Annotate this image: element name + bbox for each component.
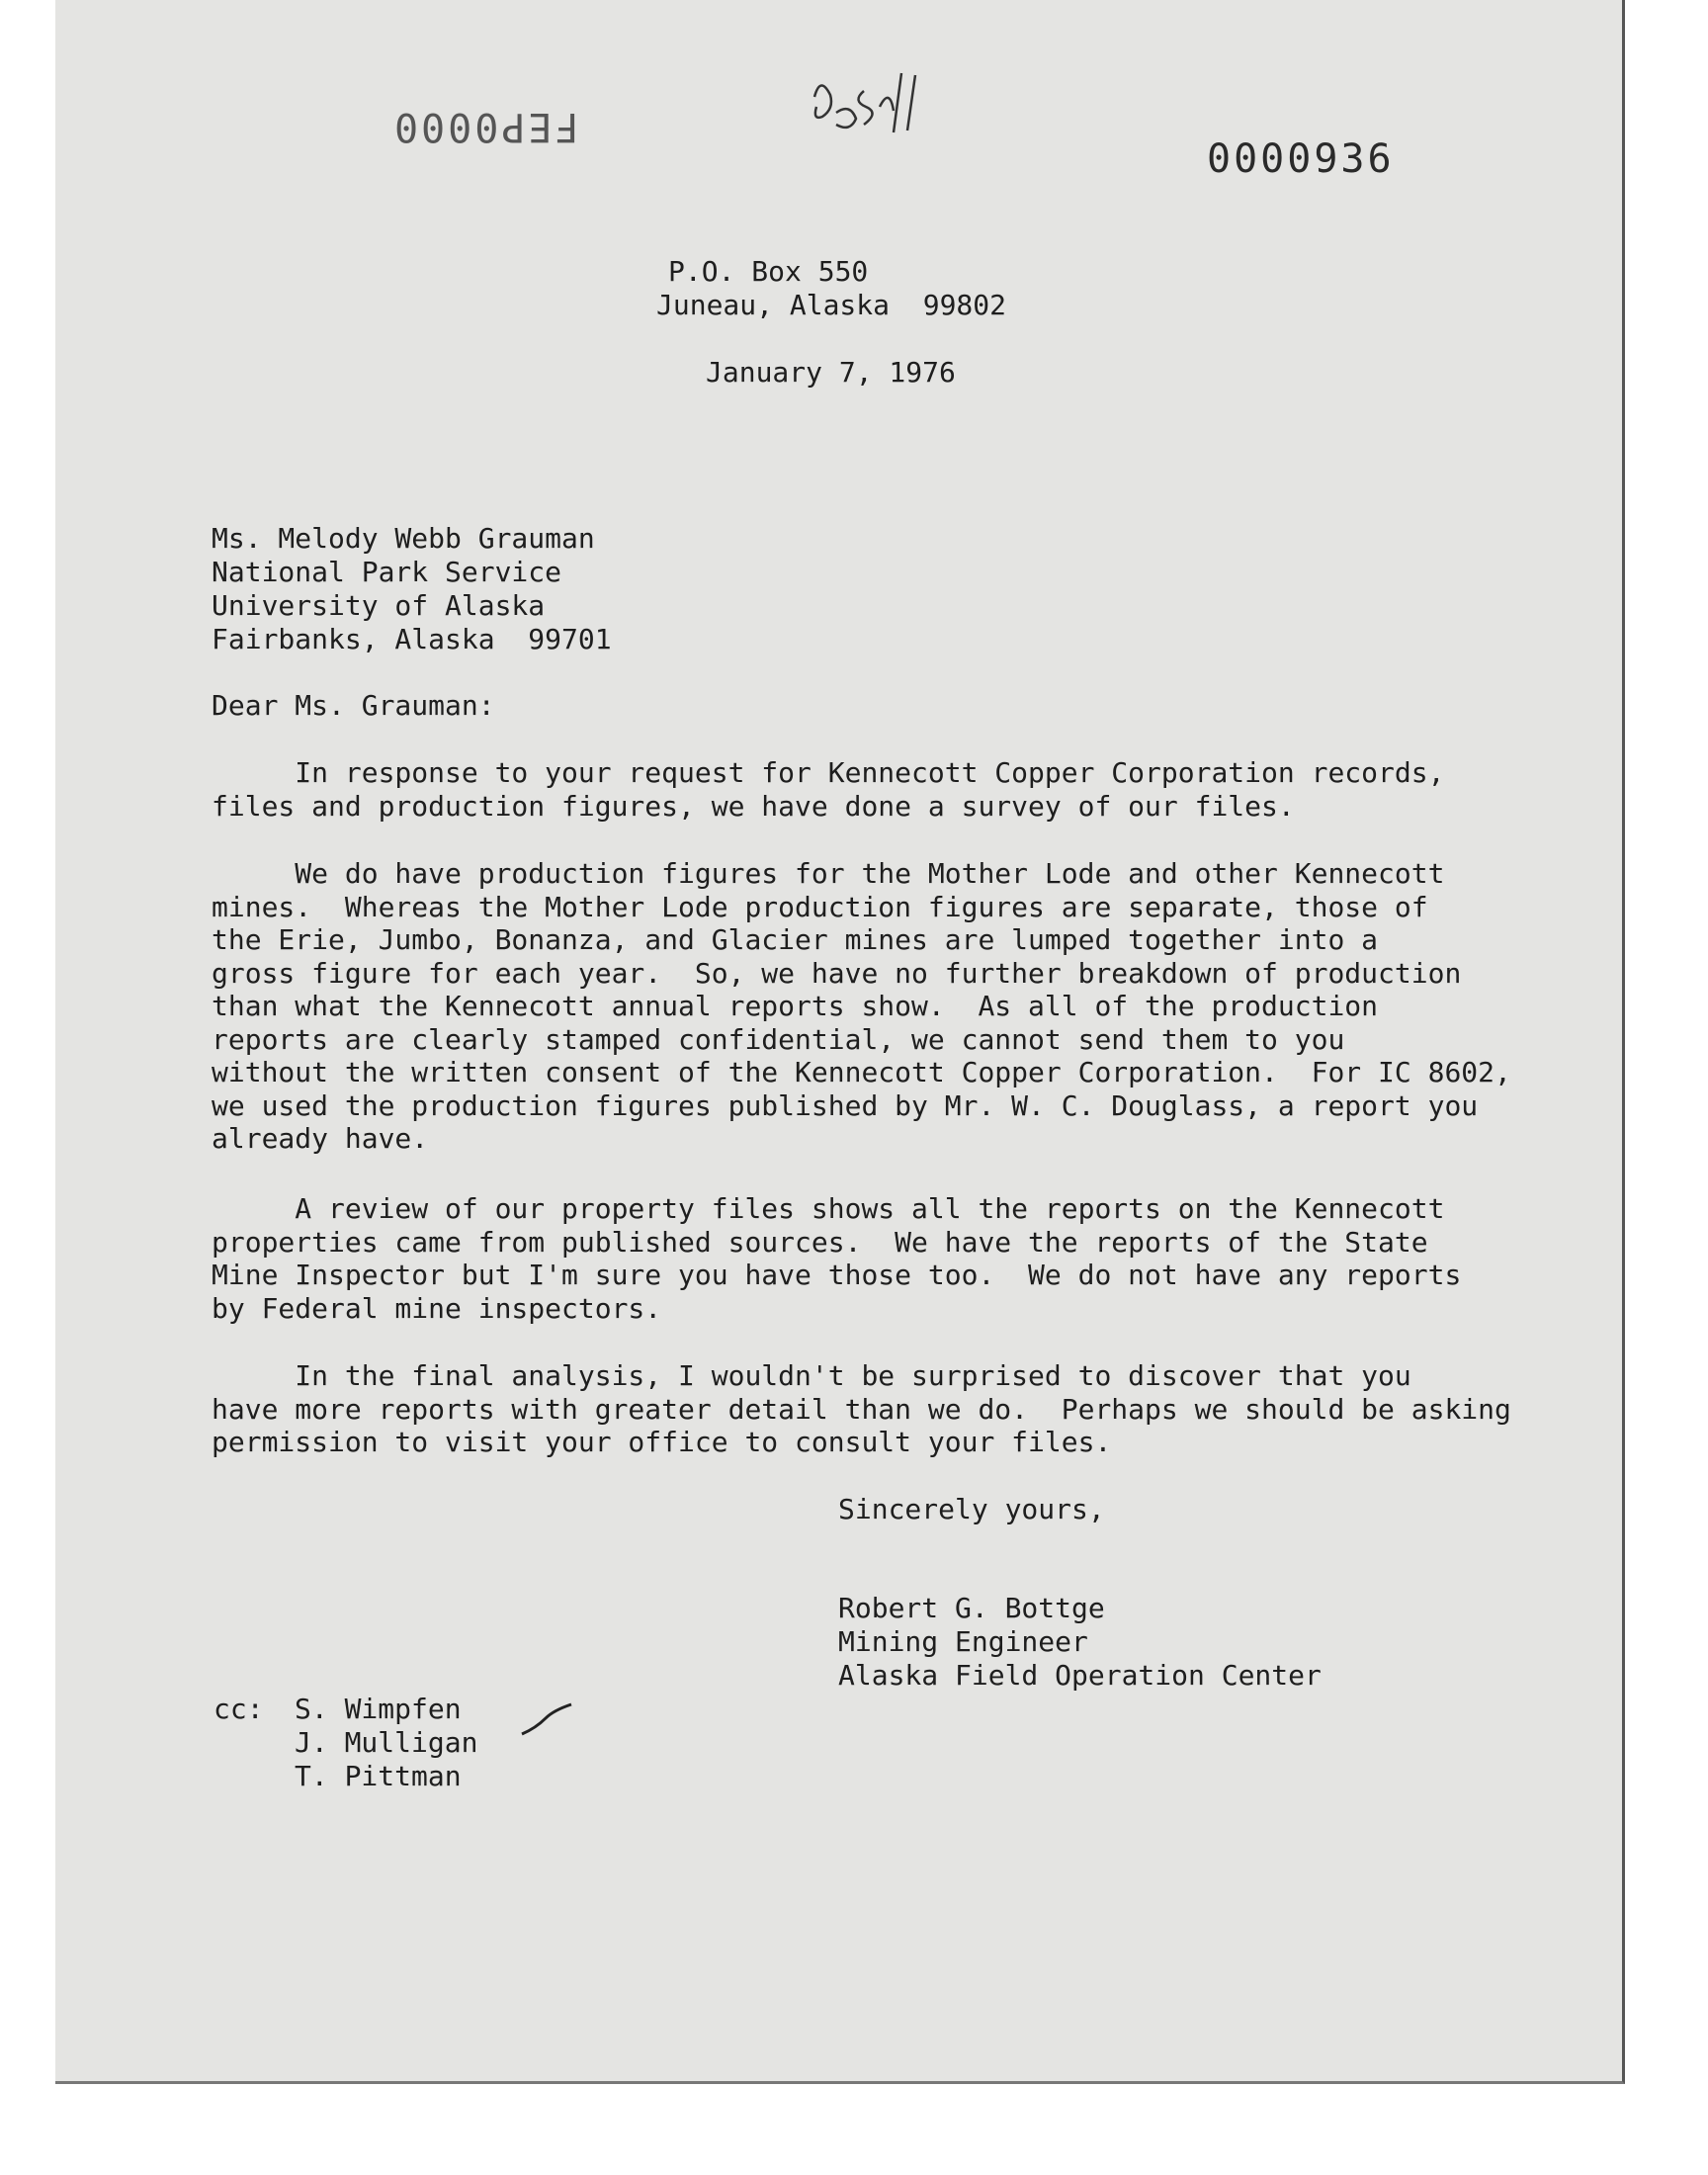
signer-office: Alaska Field Operation Center — [838, 1659, 1322, 1692]
recipient-organization: National Park Service — [212, 556, 562, 588]
paragraph-4: In the final analysis, I wouldn't be surprised to discover that you have more reports with greater detail than we do. Perhaps we should be asking permission to visit your office to consult your files. — [212, 1359, 1511, 1458]
signer-title: Mining Engineer — [838, 1625, 1088, 1658]
signer-name: Robert G. Bottge — [838, 1592, 1105, 1624]
cc-recipient-1: S. Wimpfen — [295, 1693, 462, 1725]
check-mark-icon — [520, 1698, 579, 1738]
closing: Sincerely yours, — [838, 1493, 1105, 1525]
paragraph-2: We do have production figures for the Mother Lode and other Kennecott mines. Whereas the Mother Lode production figures are separate, those of the Erie, Jumbo, Bonanza, and Glacier mines are lumped together into a gross figure for each year. So, we have no further breakdown of production than what the Kennecott annual reports show. As all of the production reports are clearly stamped confidential, we cannot send them to you without the written consent of the Kennecott Copper Corporation. For IC 8602, we used the production figures published by Mr. W. C. Douglass, a report you already have. — [212, 857, 1511, 1155]
handwritten-annotation — [807, 67, 975, 146]
document-number-stamp-left: FEP0000 — [391, 104, 579, 149]
cc-recipient-3: T. Pittman — [295, 1760, 462, 1792]
recipient-institution: University of Alaska — [212, 589, 546, 622]
sender-address-line-2: Juneau, Alaska 99802 — [656, 289, 1007, 321]
document-number-stamp-right: 0000936 — [1207, 136, 1395, 182]
letter-date: January 7, 1976 — [706, 356, 956, 389]
paragraph-1: In response to your request for Kennecott Copper Corporation records, files and production figures, we have done a survey of our files. — [212, 756, 1445, 823]
paragraph-3: A review of our property files shows all the reports on the Kennecott properties came from published sources. We have the reports of the State Mine Inspector but I'm sure you have those too. We do not have any reports by Federal mine inspectors. — [212, 1192, 1462, 1325]
cc-recipient-2: J. Mulligan — [295, 1726, 478, 1759]
recipient-name: Ms. Melody Webb Grauman — [212, 522, 595, 555]
cc-label: cc: — [214, 1693, 264, 1725]
letter-page — [55, 0, 1625, 2084]
salutation: Dear Ms. Grauman: — [212, 689, 495, 722]
sender-address-line-1: P.O. Box 550 — [668, 255, 869, 288]
recipient-city: Fairbanks, Alaska 99701 — [212, 623, 612, 655]
